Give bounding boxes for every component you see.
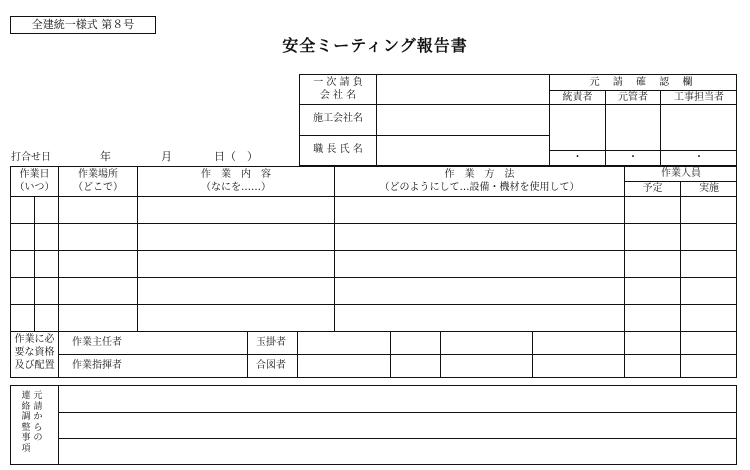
notes-line-2[interactable] [59,413,736,437]
page-title: 安全ミーティング報告書 [282,36,468,55]
notes-line-3[interactable] [59,439,736,464]
col-work-content: 作 業 内 容 [201,169,271,180]
col-work-content-sub: （なにを……） [201,182,271,193]
col-work-place: 作業場所 [78,169,118,180]
seal-dot-1: ・ [572,152,583,163]
approval-title: 元 請 確 認 欄 [589,77,698,88]
col-work-date-sub: （いつ） [14,182,55,193]
approval-seal-engineer[interactable] [661,105,737,150]
primary-contractor-field[interactable] [377,75,548,103]
qualification-label-3: 及び配置 [14,360,55,371]
form-number: 全建統一様式 第８号 [10,16,156,34]
seal-dot-2: ・ [628,152,638,163]
col-staff-actual: 実施 [699,183,719,194]
col-work-place-sub: （どこで） [73,182,123,193]
supervisor-name-label: 職 長 氏 名 [313,144,363,155]
approval-seal-general-manager[interactable] [550,105,605,150]
construction-company-label: 施工会社名 [313,113,363,124]
notes-label-col-2: 元 請 か ら の [33,391,43,443]
construction-company-field[interactable] [377,106,548,134]
approval-col-engineer: 工事担当者 [674,92,724,103]
col-work-date: 作業日 [19,169,50,180]
col-staff-planned: 予定 [642,183,663,194]
col-work-staff: 作業人員 [661,168,701,179]
work-chief-label: 作業主任者 [72,337,122,348]
meeting-date-day[interactable]: 日（ ） [214,150,258,163]
approval-seal-site-manager[interactable] [606,105,660,150]
notes-line-1[interactable] [59,386,736,411]
qualification-label: 作業に必 [14,334,55,345]
signaler-label: 合図者 [256,360,286,371]
notes-label-col-1: 連 絡 調 整 事 項 [21,391,31,454]
approval-col-site-manager: 元管者 [618,92,648,103]
primary-contractor-label-2: 会 社 名 [319,90,357,101]
meeting-date-label: 打合せ日 [11,152,51,163]
slinger-label: 玉掛者 [256,337,286,348]
meeting-date-month[interactable]: 月 [161,150,172,163]
qualification-label-2: 要な資格 [14,347,55,358]
col-work-method-sub: （どのようにして…設備・機材を使用して） [379,182,580,193]
col-work-method: 作 業 方 法 [444,169,515,180]
notes-label [20,391,50,461]
approval-col-general-manager: 統責者 [562,92,593,103]
supervisor-name-field[interactable] [377,137,548,165]
work-commander-label: 作業指揮者 [72,360,122,371]
meeting-date-year[interactable]: 年 [100,150,111,163]
seal-dot-3: ・ [694,152,704,163]
primary-contractor-label: 一 次 請 負 [313,77,363,88]
